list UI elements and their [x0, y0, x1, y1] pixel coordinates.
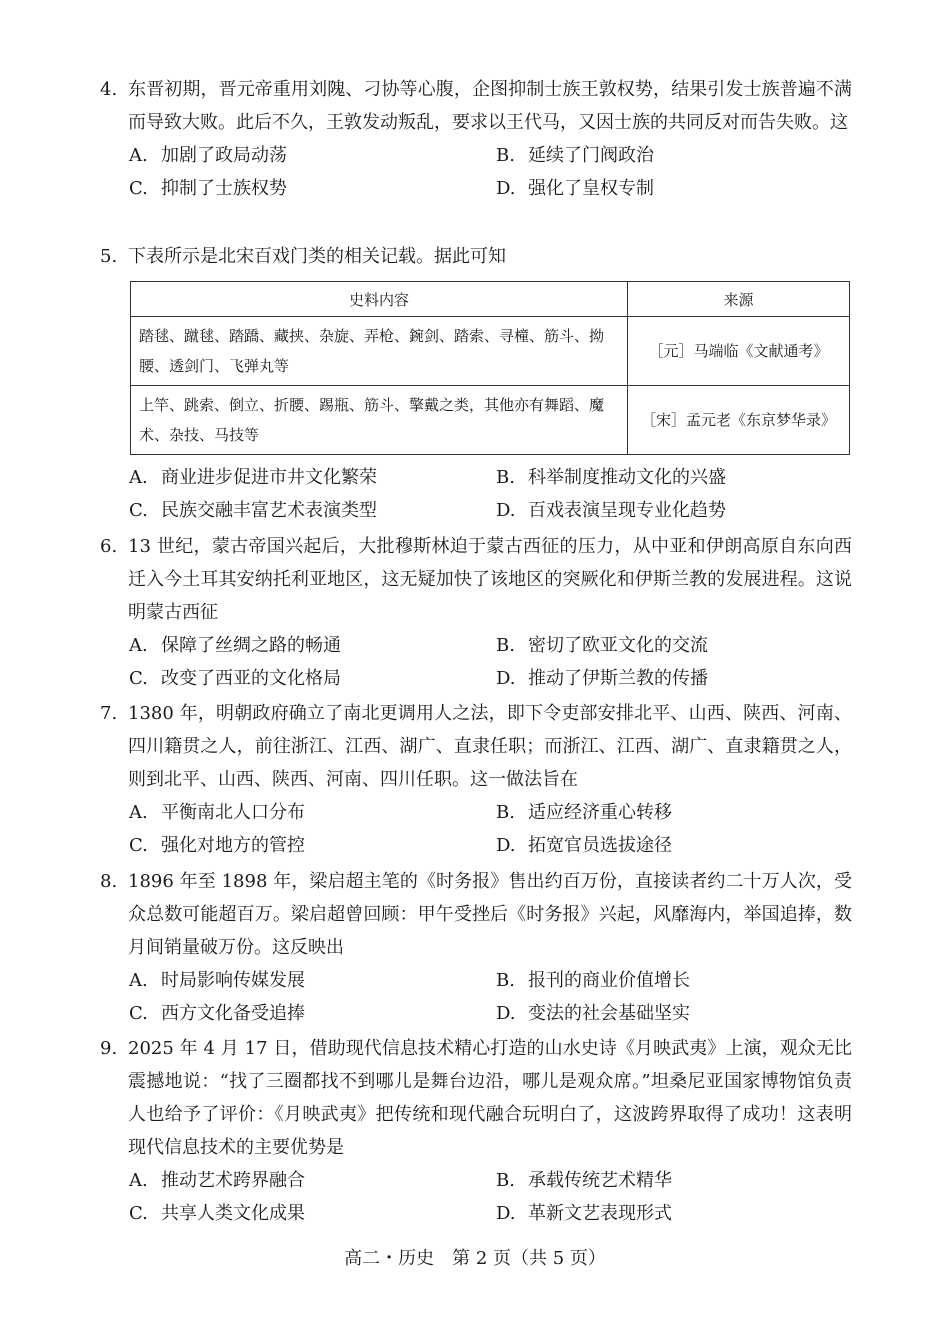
option-text: 延续了门阀政治	[528, 145, 654, 166]
option-letter: D.	[496, 1203, 516, 1224]
question-number: 9.	[100, 1038, 118, 1059]
table-row	[131, 317, 850, 386]
option-a[interactable]	[129, 629, 496, 662]
options	[129, 1164, 852, 1230]
option-letter: C.	[129, 835, 148, 856]
option-c[interactable]	[129, 997, 496, 1030]
table-row	[131, 386, 850, 455]
question-8	[100, 865, 852, 1030]
options	[129, 629, 852, 695]
option-a[interactable]	[129, 461, 496, 494]
option-a[interactable]	[129, 139, 496, 172]
options	[129, 461, 852, 527]
option-letter: D.	[496, 668, 516, 689]
option-d[interactable]	[496, 997, 863, 1030]
option-letter: C.	[129, 1003, 148, 1024]
option-letter: B.	[496, 635, 515, 656]
option-text: 适应经济重心转移	[528, 802, 672, 823]
question-6	[100, 530, 852, 695]
source-table	[130, 281, 850, 455]
question-number: 8.	[100, 871, 118, 892]
question-stem	[100, 73, 852, 139]
option-a[interactable]	[129, 964, 496, 997]
question-number: 6.	[100, 536, 118, 557]
option-c[interactable]	[129, 494, 496, 527]
option-c[interactable]	[129, 662, 496, 695]
table-cell-content: 上竿、跳索、倒立、折腰、踢瓶、筋斗、擎戴之类，其他亦有舞蹈、魔术、杂技、马技等	[131, 386, 628, 455]
question-stem	[100, 530, 852, 629]
option-text: 变法的社会基础坚实	[528, 1003, 690, 1024]
options	[129, 964, 852, 1030]
option-b[interactable]	[496, 796, 863, 829]
option-letter: B.	[496, 802, 515, 823]
question-5	[100, 240, 852, 527]
option-letter: A.	[129, 970, 148, 991]
question-text: 13 世纪，蒙古帝国兴起后，大批穆斯林迫于蒙古西征的压力，从中亚和伊朗高原自东向西迁入今土耳其安纳托利亚地区，这无疑加快了该地区的突厥化和伊斯兰教的发展进程。这说明蒙古西征	[128, 536, 852, 623]
option-c[interactable]	[129, 172, 496, 205]
option-letter: D.	[496, 835, 516, 856]
option-letter: A.	[129, 145, 148, 166]
question-stem	[100, 1032, 852, 1164]
option-text: 保障了丝绸之路的畅通	[161, 635, 341, 656]
option-a[interactable]	[129, 796, 496, 829]
option-text: 百戏表演呈现专业化趋势	[528, 500, 726, 521]
question-9	[100, 1032, 852, 1230]
question-stem	[100, 865, 852, 964]
option-d[interactable]	[496, 172, 863, 205]
option-letter: A.	[129, 467, 148, 488]
option-letter: B.	[496, 1170, 515, 1191]
option-letter: B.	[496, 145, 515, 166]
question-text: 1380 年，明朝政府确立了南北更调用人之法，即下令吏部安排北平、山西、陕西、河南、四川籍贯之人，前往浙江、江西、湖广、直隶任职；而浙江、江西、湖广、直隶籍贯之人，则到北平、山西、陕西、河南、四川任职。这一做法旨在	[128, 703, 852, 790]
option-letter: D.	[496, 500, 516, 521]
option-b[interactable]	[496, 1164, 863, 1197]
option-b[interactable]	[496, 461, 863, 494]
option-text: 承载传统艺术精华	[528, 1170, 672, 1191]
option-text: 加剧了政局动荡	[161, 145, 287, 166]
option-b[interactable]	[496, 629, 863, 662]
option-letter: D.	[496, 1003, 516, 1024]
question-stem	[100, 697, 852, 796]
option-letter: C.	[129, 178, 148, 199]
option-letter: D.	[496, 178, 516, 199]
options	[129, 139, 852, 205]
question-4	[100, 73, 852, 205]
option-d[interactable]	[496, 662, 863, 695]
option-text: 抑制了士族权势	[161, 178, 287, 199]
option-text: 共享人类文化成果	[161, 1203, 305, 1224]
option-text: 革新文艺表现形式	[528, 1203, 672, 1224]
option-letter: A.	[129, 1170, 148, 1191]
question-number: 7.	[100, 703, 118, 724]
page-footer: 高二・历史 第 2 页（共 5 页）	[344, 1248, 606, 1269]
option-letter: C.	[129, 500, 148, 521]
question-number: 4.	[100, 79, 118, 100]
option-letter: B.	[496, 467, 515, 488]
option-text: 密切了欧亚文化的交流	[528, 635, 708, 656]
option-text: 报刊的商业价值增长	[528, 970, 690, 991]
option-text: 推动艺术跨界融合	[161, 1170, 305, 1191]
option-letter: A.	[129, 802, 148, 823]
option-text: 改变了西亚的文化格局	[161, 668, 341, 689]
option-text: 西方文化备受追捧	[161, 1003, 305, 1024]
option-d[interactable]	[496, 1197, 863, 1230]
question-text: 下表所示是北宋百戏门类的相关记载。据此可知	[128, 246, 506, 267]
option-text: 强化了皇权专制	[528, 178, 654, 199]
question-stem	[100, 240, 852, 273]
option-text: 推动了伊斯兰教的传播	[528, 668, 708, 689]
option-c[interactable]	[129, 829, 496, 862]
option-text: 强化对地方的管控	[161, 835, 305, 856]
table-cell-content: 踏毬、蹴毬、踏蹻、藏挟、杂旋、弄枪、鋺剑、踏索、寻橦、筋斗、拗腰、透剑门、飞弹丸等	[131, 317, 628, 386]
option-letter: C.	[129, 1203, 148, 1224]
table-header-row	[131, 282, 850, 317]
question-text: 2025 年 4 月 17 日，借助现代信息技术精心打造的山水史诗《月映武夷》上演，观众无比震撼地说：“找了三圈都找不到哪儿是舞台边沿，哪儿是观众席。”坦桑尼亚国家博物馆负责人也给予了评价：《月映武夷》把传统和现代融合玩明白了，这波跨界取得了成功！这表明现代信息技术的主要优势是	[128, 1038, 852, 1158]
option-text: 科举制度推动文化的兴盛	[528, 467, 726, 488]
table-cell-source: ［宋］孟元老《东京梦华录》	[628, 386, 850, 455]
option-d[interactable]	[496, 829, 863, 862]
question-text: 东晋初期，晋元帝重用刘隗、刁协等心腹，企图抑制士族王敦权势，结果引发士族普遍不满而导致大败。此后不久，王敦发动叛乱，要求以王代马，又因士族的共同反对而告失败。这	[128, 79, 852, 133]
table-cell-source: ［元］马端临《文献通考》	[628, 317, 850, 386]
table-header-content: 史料内容	[131, 282, 628, 317]
question-number: 5.	[100, 246, 118, 267]
option-text: 平衡南北人口分布	[161, 802, 305, 823]
option-text: 时局影响传媒发展	[161, 970, 305, 991]
option-b[interactable]	[496, 964, 863, 997]
option-letter: A.	[129, 635, 148, 656]
option-c[interactable]	[129, 1197, 496, 1230]
option-text: 商业进步促进市井文化繁荣	[161, 467, 377, 488]
question-text: 1896 年至 1898 年，梁启超主笔的《时务报》售出约百万份，直接读者约二十万人次，受众总数可能超百万。梁启超曾回顾：甲午受挫后《时务报》兴起，风靡海内，举国追捧，数月间销量破万份。这反映出	[128, 871, 852, 958]
option-d[interactable]	[496, 494, 863, 527]
table-header-source: 来源	[628, 282, 850, 317]
option-a[interactable]	[129, 1164, 496, 1197]
options	[129, 796, 852, 862]
option-text: 拓宽官员选拔途径	[528, 835, 672, 856]
option-letter: C.	[129, 668, 148, 689]
option-text: 民族交融丰富艺术表演类型	[161, 500, 377, 521]
option-letter: B.	[496, 970, 515, 991]
question-7	[100, 697, 852, 862]
option-b[interactable]	[496, 139, 863, 172]
